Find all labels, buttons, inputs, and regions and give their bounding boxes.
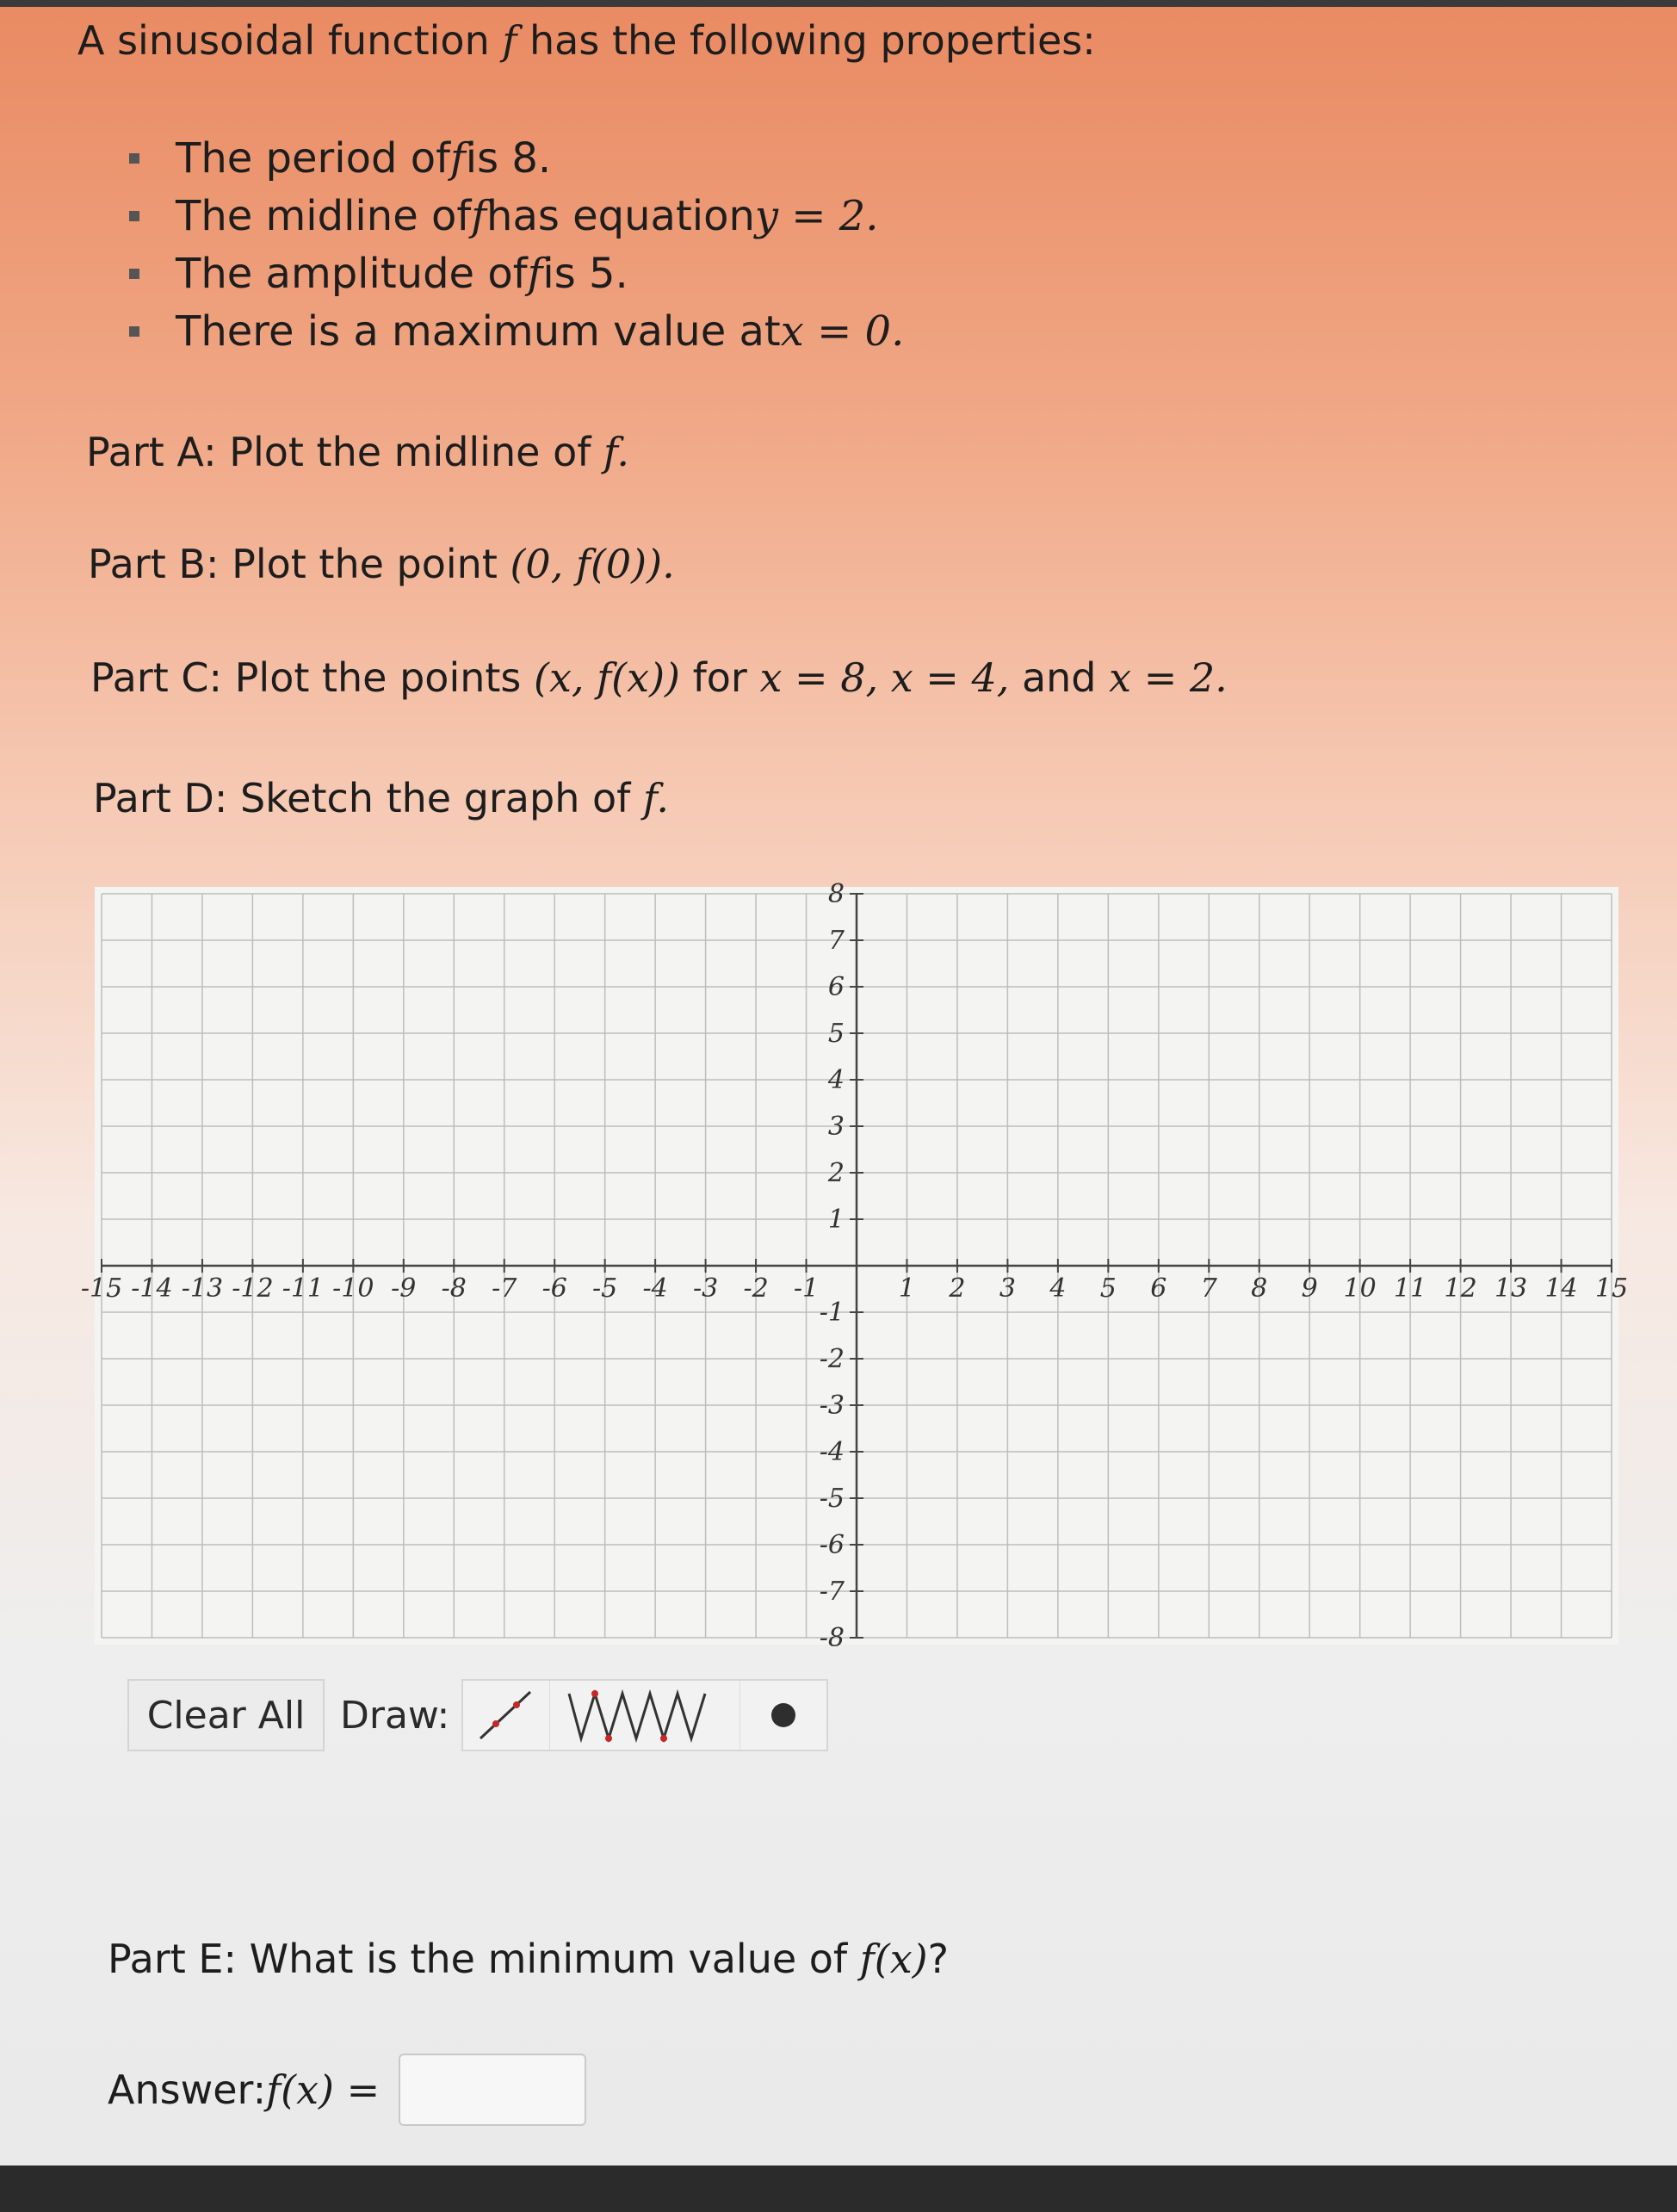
x-tick-label: 4 xyxy=(1049,1273,1067,1304)
y-tick-label: 5 xyxy=(827,1019,845,1049)
part-c-math-2: x = 8, x = 4, xyxy=(759,654,1010,701)
x-tick-label: 8 xyxy=(1251,1273,1268,1304)
y-tick-label: 2 xyxy=(827,1158,845,1188)
x-tick-label: 10 xyxy=(1343,1273,1377,1304)
property-math: f xyxy=(449,133,466,183)
part-c-text-mid: for xyxy=(679,654,760,701)
x-tick-label: 1 xyxy=(898,1273,916,1304)
x-tick-label: -2 xyxy=(743,1273,769,1304)
part-a-math: f. xyxy=(603,429,630,475)
property-period xyxy=(129,129,904,187)
x-tick-label: -3 xyxy=(692,1273,719,1304)
part-a-text: Part A: Plot the midline of xyxy=(86,429,604,475)
property-text-end: is 5. xyxy=(542,249,628,298)
answer-row xyxy=(108,2054,586,2126)
x-tick-label: 7 xyxy=(1200,1273,1217,1304)
answer-label: Answer: xyxy=(108,2066,267,2113)
part-a-prompt xyxy=(86,429,629,475)
x-tick-label: 13 xyxy=(1494,1273,1528,1304)
y-tick-label: 8 xyxy=(827,879,845,909)
x-tick-label: 2 xyxy=(949,1273,966,1304)
point-tool-button[interactable] xyxy=(740,1681,826,1750)
part-d-prompt xyxy=(93,775,669,821)
x-tick-label: -11 xyxy=(282,1273,325,1304)
properties-list xyxy=(129,129,904,360)
sine-wave-tool-icon xyxy=(559,1685,731,1745)
part-c-text-mid-2: and xyxy=(1009,654,1110,701)
bottom-bar xyxy=(0,2166,1677,2212)
y-tick-label: -3 xyxy=(819,1391,845,1421)
property-math-2: y = 2. xyxy=(754,191,879,240)
x-tick-label: -6 xyxy=(541,1273,567,1304)
part-e-math: f(x) xyxy=(859,1936,928,1982)
y-tick-label: 4 xyxy=(827,1065,845,1095)
x-tick-label: -8 xyxy=(441,1273,467,1304)
y-tick-label: -1 xyxy=(819,1298,845,1328)
part-c-math-3: x = 2. xyxy=(1109,654,1228,701)
property-amplitude xyxy=(129,245,904,302)
bullet-icon xyxy=(129,211,139,221)
bullet-icon xyxy=(129,326,139,337)
part-e-text-end: ? xyxy=(927,1936,950,1982)
y-tick-label: -7 xyxy=(819,1577,845,1607)
point-tool-icon xyxy=(766,1698,801,1732)
y-tick-label: 7 xyxy=(827,926,845,956)
problem-intro xyxy=(77,17,1096,64)
x-tick-label: -1 xyxy=(793,1273,820,1304)
property-text: The period of xyxy=(176,133,450,183)
property-text: There is a maximum value at xyxy=(176,307,781,356)
part-b-text: Part B: Plot the point xyxy=(88,541,511,587)
x-tick-label: -14 xyxy=(131,1273,173,1304)
part-b-math: (0, f(0)). xyxy=(510,541,675,587)
y-tick-label: 6 xyxy=(827,972,845,1002)
y-tick-label: -5 xyxy=(819,1484,845,1514)
x-tick-label: -7 xyxy=(492,1273,517,1304)
part-e-prompt xyxy=(108,1936,949,1982)
property-text: The midline of xyxy=(176,191,472,240)
part-c-math: (x, f(x)) xyxy=(534,654,680,701)
x-tick-label: 5 xyxy=(1099,1273,1117,1304)
x-tick-label: 15 xyxy=(1594,1273,1629,1304)
x-tick-label: -10 xyxy=(332,1273,374,1304)
coordinate-grid[interactable] xyxy=(80,879,1629,1653)
property-math: x = 0. xyxy=(780,307,905,356)
graph-toolbar xyxy=(127,1679,828,1751)
part-e-text: Part E: What is the minimum value of xyxy=(108,1936,860,1982)
x-tick-label: 11 xyxy=(1394,1273,1427,1304)
graph-panel[interactable] xyxy=(80,879,1629,1653)
x-tick-label: 9 xyxy=(1301,1273,1318,1304)
property-math: f xyxy=(471,191,487,240)
property-maximum xyxy=(129,302,904,360)
top-bar xyxy=(0,0,1677,7)
x-tick-label: -12 xyxy=(232,1273,274,1304)
property-math: f xyxy=(527,249,543,298)
part-d-text: Part D: Sketch the graph of xyxy=(93,775,643,821)
sine-wave-tool-button[interactable] xyxy=(550,1681,740,1750)
property-text: The amplitude of xyxy=(176,249,528,298)
x-tick-label: -4 xyxy=(642,1273,668,1304)
x-tick-label: 6 xyxy=(1150,1273,1167,1304)
x-tick-label: -13 xyxy=(181,1273,224,1304)
part-d-math: f. xyxy=(642,775,669,821)
x-tick-label: -9 xyxy=(391,1273,417,1304)
x-tick-label: -5 xyxy=(592,1273,618,1304)
answer-input[interactable] xyxy=(399,2054,586,2126)
property-text-end: is 8. xyxy=(465,133,552,183)
x-tick-label: 3 xyxy=(999,1273,1016,1304)
part-b-prompt xyxy=(88,541,675,587)
y-tick-label: 1 xyxy=(827,1205,845,1235)
bullet-icon xyxy=(129,269,139,279)
part-c-prompt xyxy=(90,654,1228,701)
x-tick-label: 14 xyxy=(1544,1273,1578,1304)
answer-math: f(x) = xyxy=(266,2066,381,2113)
part-c-text: Part C: Plot the points xyxy=(90,654,535,701)
intro-var: f xyxy=(502,17,517,64)
y-tick-label: 3 xyxy=(827,1112,845,1142)
clear-all-button[interactable]: Clear All xyxy=(127,1679,325,1751)
property-text-mid: has equation xyxy=(486,191,755,240)
bullet-icon xyxy=(129,153,139,164)
line-tool-icon xyxy=(472,1685,541,1745)
y-tick-label: -2 xyxy=(819,1344,845,1374)
y-tick-label: -6 xyxy=(819,1530,845,1560)
draw-label: Draw: xyxy=(340,1693,450,1738)
y-tick-label: -8 xyxy=(819,1623,845,1653)
intro-text: A sinusoidal function xyxy=(77,17,503,64)
property-midline xyxy=(129,187,904,245)
line-tool-button[interactable] xyxy=(463,1681,550,1750)
y-tick-label: -4 xyxy=(819,1437,845,1467)
intro-text-end: has the following properties: xyxy=(517,17,1096,64)
draw-tool-group xyxy=(461,1679,828,1751)
x-tick-label: -15 xyxy=(80,1273,123,1304)
x-tick-label: 12 xyxy=(1444,1273,1477,1304)
